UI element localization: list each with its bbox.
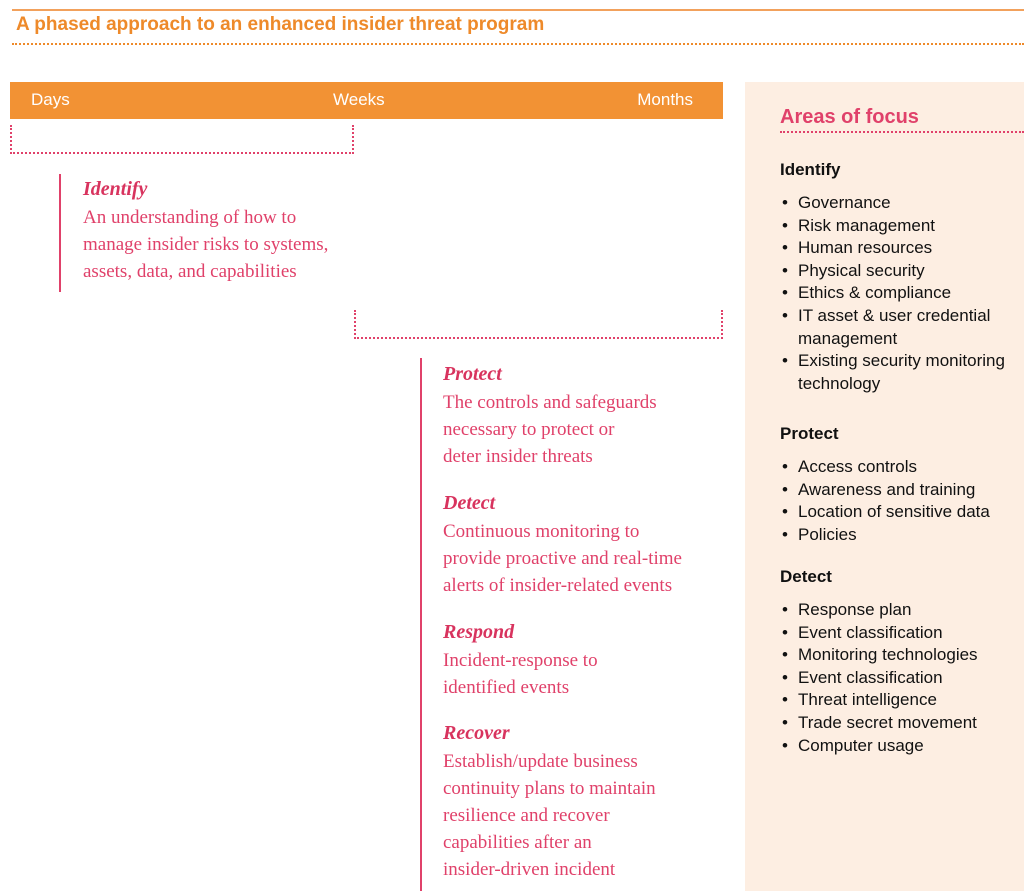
phase-respond-title: Respond (443, 621, 515, 643)
list-item: • Risk management (780, 215, 1020, 238)
page-title: A phased approach to an enhanced insider threat program (16, 14, 545, 35)
list-item: • Awareness and training (780, 479, 1020, 502)
areas-identify-heading: Identify (780, 160, 841, 179)
list-item: • Existing security monitoring technology (780, 350, 1020, 395)
areas-dotted-rule (780, 131, 1024, 133)
identify-phase-line (59, 174, 61, 292)
timeline-label-weeks: Weeks (333, 90, 385, 109)
areas-identify-list (780, 192, 1020, 395)
timeline-bar (10, 82, 723, 119)
areas-of-focus-title: Areas of focus (780, 106, 919, 128)
phase-identify-description: An understanding of how to manage insider risks to systems, assets, data, and capabilities (83, 207, 329, 282)
areas-protect-list (780, 456, 1020, 546)
list-item: • Policies (780, 524, 1020, 547)
phase-protect-title: Protect (443, 363, 502, 385)
list-item: • Event classification (780, 667, 1020, 690)
areas-detect-list (780, 599, 1020, 757)
list-item: • Access controls (780, 456, 1020, 479)
weeks-months-bracket (354, 310, 723, 339)
list-item: • Event classification (780, 622, 1020, 645)
list-item: • Ethics & compliance (780, 282, 1020, 305)
title-dotted-rule (12, 43, 1024, 45)
top-rule (12, 9, 1024, 11)
list-item: • Computer usage (780, 735, 1020, 758)
phase-identify-title: Identify (83, 178, 148, 200)
later-phases-line (420, 358, 422, 891)
areas-detect-heading: Detect (780, 567, 832, 586)
list-item: • IT asset & user credential management (780, 305, 1020, 350)
list-item: • Location of sensitive data (780, 501, 1020, 524)
phase-recover-title: Recover (443, 722, 510, 744)
timeline-label-days: Days (31, 90, 70, 109)
list-item: • Human resources (780, 237, 1020, 260)
list-item: • Response plan (780, 599, 1020, 622)
timeline-label-months: Months (637, 90, 693, 109)
days-weeks-bracket (10, 125, 354, 154)
phase-protect-description: The controls and safeguards necessary to protect or deter insider threats (443, 392, 657, 467)
list-item: • Governance (780, 192, 1020, 215)
list-item: • Monitoring technologies (780, 644, 1020, 667)
areas-protect-heading: Protect (780, 424, 839, 443)
list-item: • Threat intelligence (780, 689, 1020, 712)
phase-detect-title: Detect (443, 492, 496, 514)
list-item: • Trade secret movement (780, 712, 1020, 735)
phase-detect-description: Continuous monitoring to provide proactive and real-time alerts of insider-related events (443, 521, 682, 596)
phase-respond-description: Incident-response to identified events (443, 650, 598, 698)
list-item: • Physical security (780, 260, 1020, 283)
phase-recover-description: Establish/update business continuity plans to maintain resilience and recover capabilities after an insider-driven incident (443, 751, 656, 880)
